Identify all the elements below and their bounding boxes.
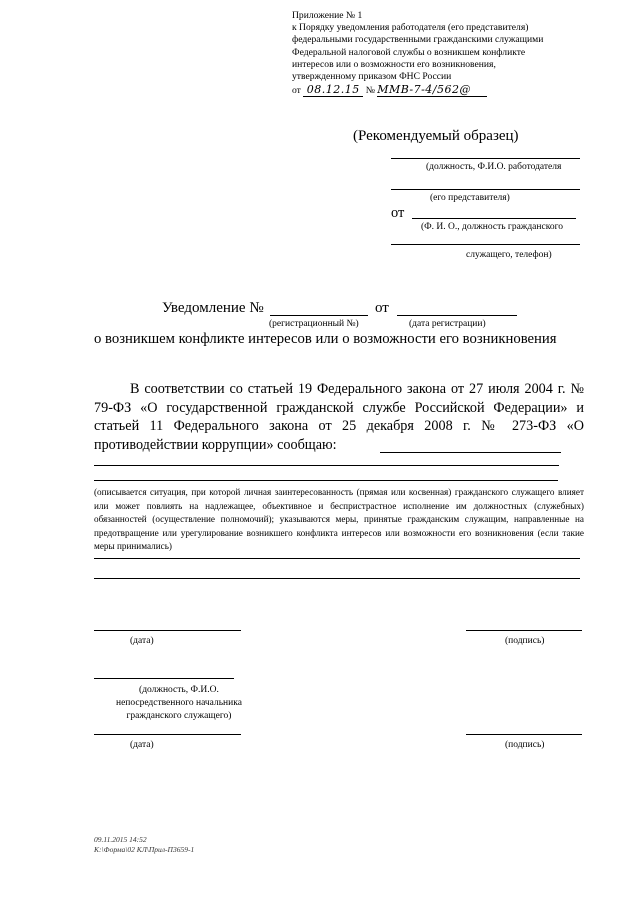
manager-caption-line: непосредственного начальника	[116, 698, 242, 708]
statement-fill-line	[380, 452, 561, 453]
date-line	[94, 630, 241, 631]
statement-text: В соответствии со статьей 19 Федерального закона от 27 июля 2004 г. № 79-ФЗ «О государственной гражданской службе Российской Федерации» и статьей 11 Федерального закона от 25 декабря 2008 г. № 273-ФЗ «О противодействии коррупции» сообщаю:	[94, 381, 584, 453]
manager-caption	[116, 684, 242, 723]
from-caption: (Ф. И. О., должность гражданского	[421, 222, 563, 232]
footer-stamp-path: К:\Форма\02 КЛ\Прил-П3659-1	[94, 845, 195, 854]
notification-title: Уведомление №	[162, 300, 264, 316]
from-caption-2: служащего, телефон)	[466, 250, 552, 260]
recommended-sample-label: (Рекомендуемый образец)	[353, 128, 519, 144]
notification-subtitle: о возникшем конфликте интересов или о возможности его возникновения	[94, 331, 557, 347]
header-line: к Порядку уведомления работодателя (его представителя)	[292, 22, 529, 34]
from-line	[412, 218, 576, 219]
representative-line	[391, 189, 580, 190]
from-line-2	[391, 244, 580, 245]
description-line-1	[94, 558, 580, 559]
date-caption: (дата)	[130, 636, 154, 646]
manager-caption-line: гражданского служащего)	[126, 711, 232, 721]
description-line-2	[94, 578, 580, 579]
statement-line-1	[94, 465, 559, 466]
header-line: федеральными государственными гражданскими служащими	[292, 34, 544, 46]
notification-from: от	[375, 300, 389, 316]
reg-date-line	[397, 315, 517, 316]
header-line: интересов или о возможности его возникновения,	[292, 58, 496, 70]
from-label: от	[391, 205, 405, 221]
employer-line	[391, 158, 580, 159]
header-line: Приложение № 1	[292, 10, 363, 21]
order-number: ММВ-7-4/562@	[377, 84, 487, 97]
manager-line	[94, 678, 234, 679]
footer-stamp	[94, 835, 194, 855]
employer-caption: (должность, Ф.И.О. работодателя	[426, 162, 562, 172]
appendix-header	[292, 10, 543, 83]
order-date: 08.12.15	[303, 84, 363, 97]
statement-paragraph	[94, 380, 584, 454]
signature-line-2	[466, 734, 582, 735]
reg-number-line	[270, 315, 368, 316]
signature-caption: (подпись)	[505, 636, 545, 646]
date-caption-2: (дата)	[130, 740, 154, 750]
header-line: Федеральной налоговой службы о возникшем конфликте	[292, 46, 526, 58]
statement-line-2	[94, 480, 558, 481]
order-number-sign: №	[365, 85, 375, 96]
signature-line	[466, 630, 582, 631]
manager-caption-line: (должность, Ф.И.О.	[139, 685, 219, 695]
representative-caption: (его представителя)	[430, 193, 510, 203]
reg-date-caption: (дата регистрации)	[409, 319, 486, 329]
order-prefix: от	[292, 85, 301, 96]
reg-number-caption: (регистрационный №)	[269, 319, 359, 329]
header-line: утвержденному приказом ФНС России	[292, 71, 452, 83]
order-reference	[292, 84, 487, 97]
date-line-2	[94, 734, 241, 735]
situation-description: (описывается ситуация, при которой личная заинтересованность (прямая или косвенная) гражданского служащего влияет или может повлиять на надлежащее, объективное и беспристрастное исполнение им должностных (служебных) обязанностей (осуществление полномочий); указываются меры, принятые гражданским служащим, направленные на предотвращение или урегулирование возникшего конфликта интересов или возможности его возникновения (если такие меры принимались)	[94, 487, 584, 551]
signature-caption-2: (подпись)	[505, 740, 545, 750]
footer-stamp-date: 09.11.2015 14:52	[94, 835, 147, 844]
